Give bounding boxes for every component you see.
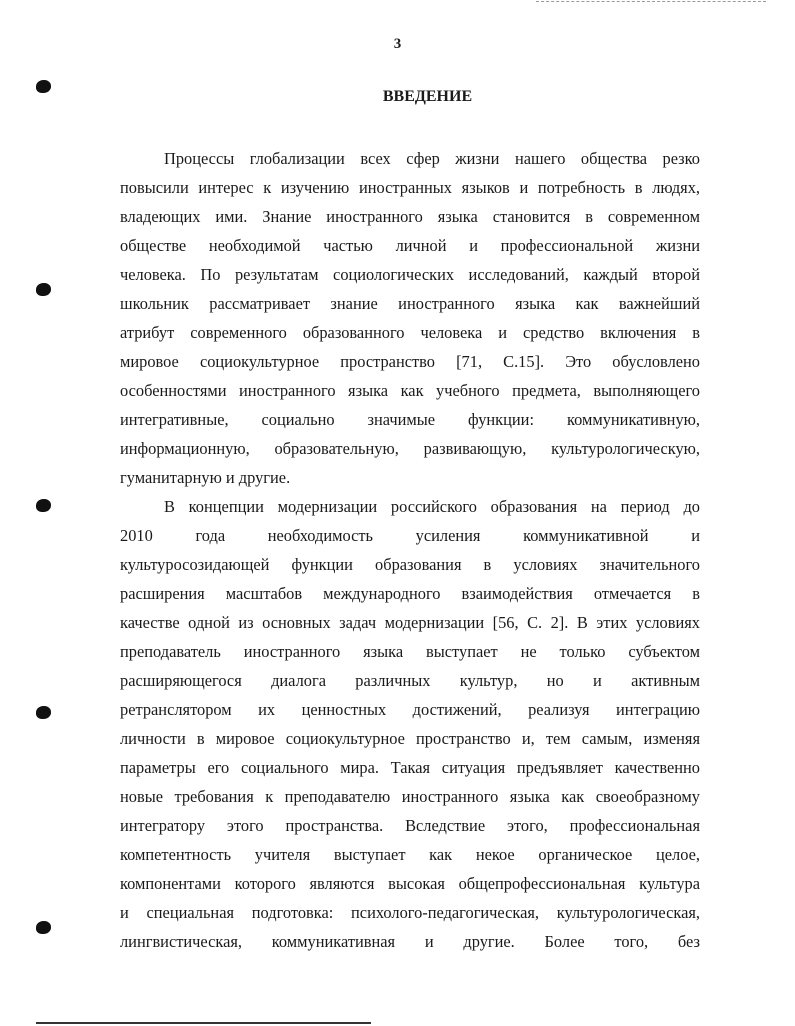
paragraph bbox=[120, 492, 700, 956]
text-line: преподаватель иностранного языка выступает не только субъектом bbox=[120, 642, 700, 661]
scan-edge-line-top bbox=[536, 1, 766, 2]
punch-hole-mark bbox=[36, 921, 51, 934]
punch-hole-mark bbox=[36, 706, 51, 719]
text-line: атрибут современного образованного человека и средство включения в bbox=[120, 323, 700, 342]
text-line: владеющих ими. Знание иностранного языка становится в современном bbox=[120, 207, 700, 226]
page-title: ВВЕДЕНИЕ bbox=[382, 88, 473, 105]
text-line: расширяющегося диалога различных культур, но и активным bbox=[120, 671, 700, 690]
text-line: информационную, образовательную, развивающую, культурологическую, bbox=[120, 439, 700, 458]
paragraph bbox=[120, 144, 700, 492]
text-line: Процессы глобализации всех сфер жизни нашего общества резко bbox=[164, 149, 700, 168]
text-line: компонентами которого являются высокая общепрофессиональная культура bbox=[120, 874, 700, 893]
text-line: 2010 года необходимость усиления коммуникативной и bbox=[120, 526, 700, 545]
text-line: интегративные, социально значимые функции: коммуникативную, bbox=[120, 410, 700, 429]
text-line: качестве одной из основных задач модернизации [56, С. 2]. В этих условиях bbox=[120, 613, 700, 632]
text-line: параметры его социального мира. Такая ситуация предъявляет качественно bbox=[120, 758, 700, 777]
text-line: культуросозидающей функции образования в условиях значительного bbox=[120, 555, 700, 574]
punch-hole-mark bbox=[36, 499, 51, 512]
text-line: В концепции модернизации российского образования на период до bbox=[164, 497, 700, 516]
text-line: расширения масштабов международного взаимодействия отмечается в bbox=[120, 584, 700, 603]
scan-edge-line-bottom bbox=[36, 1022, 371, 1024]
text-line: особенностями иностранного языка как учебного предмета, выполняющего bbox=[120, 381, 700, 400]
punch-hole-mark bbox=[36, 283, 51, 296]
text-line: ретранслятором их ценностных достижений, реализуя интеграцию bbox=[120, 700, 700, 719]
text-line: интегратору этого пространства. Вследствие этого, профессиональная bbox=[120, 816, 700, 835]
text-line: мировое социокультурное пространство [71, С.15]. Это обусловлено bbox=[120, 352, 700, 371]
document-body bbox=[120, 144, 700, 956]
text-line: компетентность учителя выступает как некое органическое целое, bbox=[120, 845, 700, 864]
page-number: 3 bbox=[393, 36, 402, 52]
text-line: и специальная подготовка: психолого-педагогическая, культурологическая, bbox=[120, 903, 700, 922]
text-line: человека. По результатам социологических исследований, каждый второй bbox=[120, 265, 700, 284]
text-line: гуманитарную и другие. bbox=[120, 468, 291, 487]
text-line: лингвистическая, коммуникативная и другие. Более того, без bbox=[120, 932, 700, 951]
text-line: обществе необходимой частью личной и профессиональной жизни bbox=[120, 236, 700, 255]
text-line: школьник рассматривает знание иностранного языка как важнейший bbox=[120, 294, 700, 313]
text-line: повысили интерес к изучению иностранных языков и потребность в людях, bbox=[120, 178, 700, 197]
text-line: личности в мировое социокультурное пространство и, тем самым, изменяя bbox=[120, 729, 700, 748]
text-line: новые требования к преподавателю иностранного языка как своеобразному bbox=[120, 787, 700, 806]
